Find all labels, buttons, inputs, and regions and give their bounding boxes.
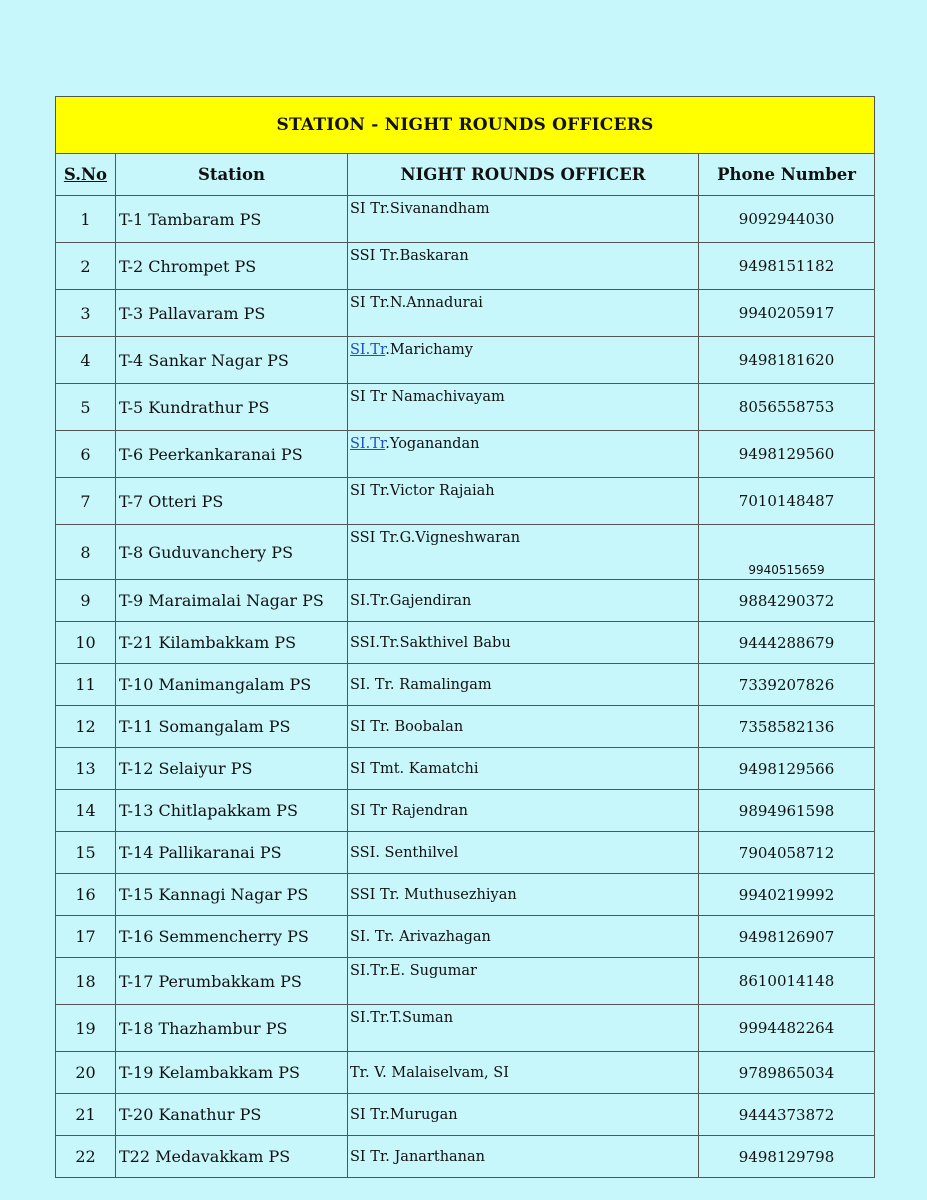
cell-station: T-17 Perumbakkam PS [116, 958, 348, 1005]
cell-phone: 9940515659 [699, 525, 875, 580]
table-row [56, 431, 875, 478]
table-row [56, 1005, 875, 1052]
cell-phone: 9092944030 [699, 196, 875, 243]
cell-phone: 9498126907 [699, 916, 875, 958]
cell-phone: 9498181620 [699, 337, 875, 384]
cell-station: T-1 Tambaram PS [116, 196, 348, 243]
cell-phone: 8056558753 [699, 384, 875, 431]
cell-officer: SI Tr Namachivayam [348, 384, 699, 431]
cell-phone: 9894961598 [699, 790, 875, 832]
cell-phone: 9498151182 [699, 243, 875, 290]
cell-officer: SI.Tr.E. Sugumar [348, 958, 699, 1005]
cell-station: T-9 Maraimalai Nagar PS [116, 580, 348, 622]
officer-link[interactable]: SI.Tr [350, 342, 386, 358]
cell-officer: SI.Tr.T.Suman [348, 1005, 699, 1052]
cell-sno: 13 [56, 748, 116, 790]
cell-officer: SSI. Senthilvel [348, 832, 699, 874]
cell-sno: 12 [56, 706, 116, 748]
cell-sno: 18 [56, 958, 116, 1005]
cell-sno: 11 [56, 664, 116, 706]
cell-phone: 9940205917 [699, 290, 875, 337]
table-row [56, 958, 875, 1005]
cell-station: T-10 Manimangalam PS [116, 664, 348, 706]
cell-phone: 9498129798 [699, 1136, 875, 1178]
cell-sno: 1 [56, 196, 116, 243]
table-row [56, 525, 875, 580]
cell-officer [348, 431, 699, 478]
table-row [56, 196, 875, 243]
table-row [56, 664, 875, 706]
cell-phone: 7358582136 [699, 706, 875, 748]
cell-sno: 20 [56, 1052, 116, 1094]
cell-station: T-5 Kundrathur PS [116, 384, 348, 431]
table-row [56, 790, 875, 832]
cell-phone: 8610014148 [699, 958, 875, 1005]
cell-station: T-12 Selaiyur PS [116, 748, 348, 790]
cell-sno: 15 [56, 832, 116, 874]
cell-officer: SI Tr. Boobalan [348, 706, 699, 748]
cell-sno: 19 [56, 1005, 116, 1052]
cell-phone: 7904058712 [699, 832, 875, 874]
cell-station: T-11 Somangalam PS [116, 706, 348, 748]
cell-officer: SI.Tr.Gajendiran [348, 580, 699, 622]
table-row [56, 1052, 875, 1094]
cell-station: T-2 Chrompet PS [116, 243, 348, 290]
cell-sno: 14 [56, 790, 116, 832]
cell-officer: SI Tr.Victor Rajaiah [348, 478, 699, 525]
table-row [56, 1136, 875, 1178]
header-officer: NIGHT ROUNDS OFFICER [348, 154, 699, 196]
cell-phone: 9444288679 [699, 622, 875, 664]
cell-officer: SI Tr.Sivanandham [348, 196, 699, 243]
table-row [56, 748, 875, 790]
cell-station: T-4 Sankar Nagar PS [116, 337, 348, 384]
header-station: Station [116, 154, 348, 196]
cell-sno: 10 [56, 622, 116, 664]
officer-name: .Yoganandan [385, 436, 480, 452]
cell-sno: 7 [56, 478, 116, 525]
cell-sno: 8 [56, 525, 116, 580]
cell-station: T-15 Kannagi Nagar PS [116, 874, 348, 916]
cell-phone: 9940219992 [699, 874, 875, 916]
table-row [56, 478, 875, 525]
officer-link[interactable]: SI.Tr [350, 436, 386, 452]
table-row [56, 290, 875, 337]
table-row [56, 1094, 875, 1136]
cell-station: T-20 Kanathur PS [116, 1094, 348, 1136]
table-row [56, 337, 875, 384]
header-phone: Phone Number [699, 154, 875, 196]
cell-sno: 6 [56, 431, 116, 478]
cell-sno: 16 [56, 874, 116, 916]
cell-officer: SSI Tr.Baskaran [348, 243, 699, 290]
cell-sno: 17 [56, 916, 116, 958]
cell-officer: SI. Tr. Ramalingam [348, 664, 699, 706]
cell-phone: 7339207826 [699, 664, 875, 706]
cell-sno: 5 [56, 384, 116, 431]
table-row [56, 874, 875, 916]
cell-phone: 9789865034 [699, 1052, 875, 1094]
cell-officer: SI Tr Rajendran [348, 790, 699, 832]
cell-station: T-8 Guduvanchery PS [116, 525, 348, 580]
cell-officer: SI Tr.N.Annadurai [348, 290, 699, 337]
table-title: STATION - NIGHT ROUNDS OFFICERS [56, 97, 875, 154]
cell-station: T-13 Chitlapakkam PS [116, 790, 348, 832]
cell-phone: 9994482264 [699, 1005, 875, 1052]
cell-station: T-6 Peerkankaranai PS [116, 431, 348, 478]
cell-sno: 4 [56, 337, 116, 384]
table-row [56, 243, 875, 290]
cell-sno: 21 [56, 1094, 116, 1136]
cell-officer [348, 337, 699, 384]
cell-station: T-19 Kelambakkam PS [116, 1052, 348, 1094]
cell-phone: 9498129566 [699, 748, 875, 790]
cell-station: T-18 Thazhambur PS [116, 1005, 348, 1052]
cell-phone: 9498129560 [699, 431, 875, 478]
header-sno: S.No [56, 154, 116, 196]
cell-station: T-3 Pallavaram PS [116, 290, 348, 337]
table-row [56, 580, 875, 622]
table-row [56, 706, 875, 748]
header-row [56, 154, 875, 196]
night-rounds-table [55, 96, 875, 1178]
table-row [56, 832, 875, 874]
cell-phone: 9884290372 [699, 580, 875, 622]
cell-sno: 22 [56, 1136, 116, 1178]
cell-officer: SSI Tr. Muthusezhiyan [348, 874, 699, 916]
cell-officer: SI Tr. Janarthanan [348, 1136, 699, 1178]
cell-officer: SI Tr.Murugan [348, 1094, 699, 1136]
table-row [56, 384, 875, 431]
cell-station: T-7 Otteri PS [116, 478, 348, 525]
cell-officer: SSI.Tr.Sakthivel Babu [348, 622, 699, 664]
cell-station: T-16 Semmencherry PS [116, 916, 348, 958]
cell-sno: 2 [56, 243, 116, 290]
table-row [56, 622, 875, 664]
cell-station: T22 Medavakkam PS [116, 1136, 348, 1178]
cell-phone: 9444373872 [699, 1094, 875, 1136]
cell-officer: SI Tmt. Kamatchi [348, 748, 699, 790]
cell-officer: Tr. V. Malaiselvam, SI [348, 1052, 699, 1094]
officer-name: .Marichamy [385, 342, 473, 358]
table-row [56, 916, 875, 958]
cell-sno: 9 [56, 580, 116, 622]
cell-sno: 3 [56, 290, 116, 337]
cell-officer: SI. Tr. Arivazhagan [348, 916, 699, 958]
cell-station: T-21 Kilambakkam PS [116, 622, 348, 664]
cell-station: T-14 Pallikaranai PS [116, 832, 348, 874]
cell-officer: SSI Tr.G.Vigneshwaran [348, 525, 699, 580]
cell-phone: 7010148487 [699, 478, 875, 525]
